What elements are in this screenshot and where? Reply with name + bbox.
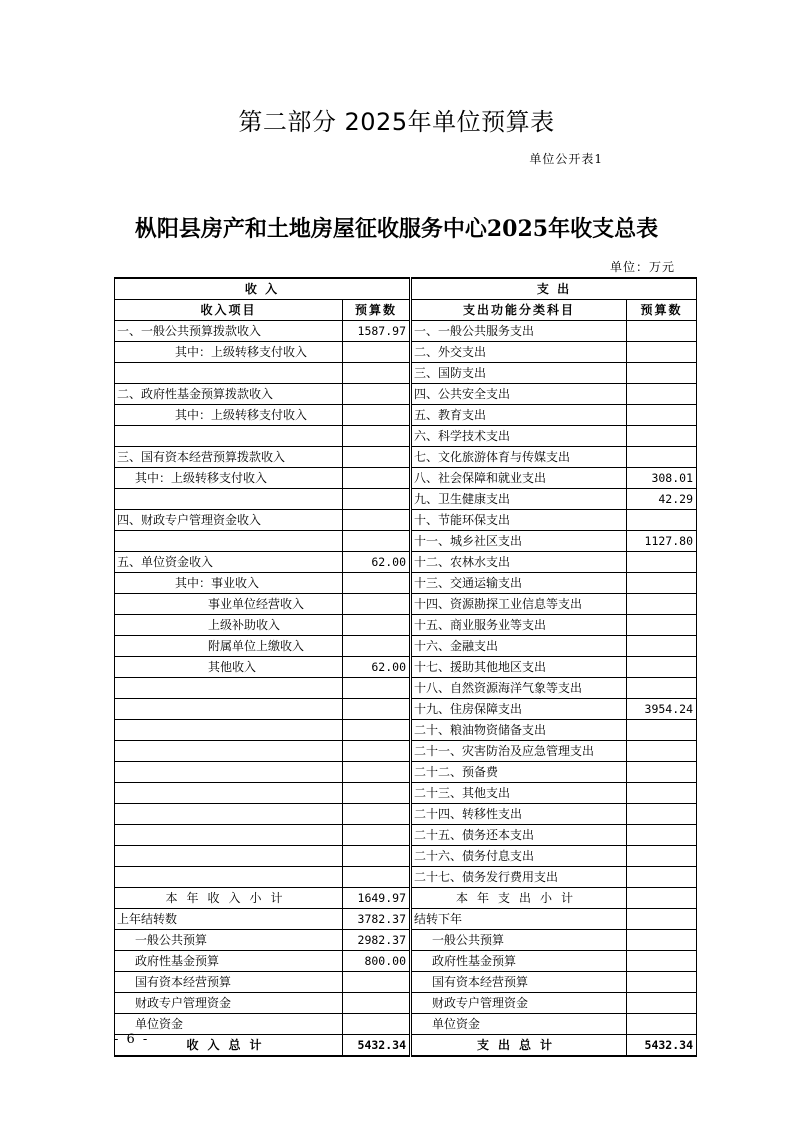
expense-item-cell: 十、节能环保支出 bbox=[411, 510, 627, 531]
expense-amount-cell: 3954.24 bbox=[627, 699, 697, 720]
expense-item-cell: 单位资金 bbox=[411, 1014, 627, 1035]
income-amount-cell bbox=[343, 363, 411, 384]
income-amount-cell bbox=[343, 720, 411, 741]
expense-amount-cell bbox=[627, 321, 697, 342]
income-item-cell bbox=[115, 783, 343, 804]
income-amount-cell bbox=[343, 678, 411, 699]
income-amount-cell: 800.00 bbox=[343, 951, 411, 972]
expense-item-cell: 一、一般公共服务支出 bbox=[411, 321, 627, 342]
income-amount-cell bbox=[343, 384, 411, 405]
table-row bbox=[115, 825, 697, 846]
income-amount-cell: 1649.97 bbox=[343, 888, 411, 909]
expense-item-cell: 七、文化旅游体育与传媒支出 bbox=[411, 447, 627, 468]
total-row bbox=[115, 1035, 697, 1057]
income-item-cell: 一、一般公共预算拨款收入 bbox=[115, 321, 343, 342]
income-amount-cell bbox=[343, 594, 411, 615]
expense-item-header: 支出功能分类科目 bbox=[411, 300, 627, 321]
expense-item-cell: 一般公共预算 bbox=[411, 930, 627, 951]
income-item-cell: 二、政府性基金预算拨款收入 bbox=[115, 384, 343, 405]
expense-group-header: 支 出 bbox=[411, 278, 697, 300]
expense-item-cell: 二十七、债务发行费用支出 bbox=[411, 867, 627, 888]
table-row bbox=[115, 594, 697, 615]
income-item-cell: 其他收入 bbox=[115, 657, 343, 678]
expense-amount-cell bbox=[627, 657, 697, 678]
expense-item-cell: 十九、住房保障支出 bbox=[411, 699, 627, 720]
expense-item-cell: 二十二、预备费 bbox=[411, 762, 627, 783]
income-item-cell: 一般公共预算 bbox=[115, 930, 343, 951]
expense-total-amount: 5432.34 bbox=[627, 1035, 697, 1057]
income-item-cell: 本年收入小计 bbox=[115, 888, 343, 909]
expense-amount-cell bbox=[627, 447, 697, 468]
table-row bbox=[115, 1014, 697, 1035]
expense-item-cell: 二十六、债务付息支出 bbox=[411, 846, 627, 867]
income-amount-cell bbox=[343, 405, 411, 426]
table-row bbox=[115, 846, 697, 867]
table-row bbox=[115, 741, 697, 762]
expense-item-cell: 八、社会保障和就业支出 bbox=[411, 468, 627, 489]
income-amount-cell: 3782.37 bbox=[343, 909, 411, 930]
part-title: 第二部分 2025年单位预算表 bbox=[238, 108, 555, 136]
page-number: - 6 - bbox=[114, 1032, 150, 1047]
expense-item-cell: 十二、农林水支出 bbox=[411, 552, 627, 573]
table-row bbox=[115, 699, 697, 720]
expense-item-cell: 二十五、债务还本支出 bbox=[411, 825, 627, 846]
income-amount-cell bbox=[343, 741, 411, 762]
expense-amount-cell bbox=[627, 783, 697, 804]
expense-item-cell: 十四、资源勘探工业信息等支出 bbox=[411, 594, 627, 615]
table-row bbox=[115, 762, 697, 783]
unit-label: 单位：万元 bbox=[609, 260, 675, 274]
income-item-cell: 四、财政专户管理资金收入 bbox=[115, 510, 343, 531]
main-title: 枞阳县房产和土地房屋征收服务中心2025年收支总表 bbox=[134, 216, 659, 242]
expense-amount-cell bbox=[627, 846, 697, 867]
income-amount-cell bbox=[343, 1014, 411, 1035]
expense-amount-cell bbox=[627, 384, 697, 405]
income-amount-cell bbox=[343, 426, 411, 447]
expense-amount-cell bbox=[627, 510, 697, 531]
table-row bbox=[115, 909, 697, 930]
income-item-cell: 上级补助收入 bbox=[115, 615, 343, 636]
group-header-row bbox=[115, 278, 697, 300]
income-item-cell bbox=[115, 867, 343, 888]
expense-item-cell: 十六、金融支出 bbox=[411, 636, 627, 657]
table-row bbox=[115, 783, 697, 804]
income-amount-cell bbox=[343, 447, 411, 468]
expense-total-label: 支出总计 bbox=[411, 1035, 627, 1057]
table-row bbox=[115, 321, 697, 342]
income-item-cell bbox=[115, 825, 343, 846]
income-amount-cell bbox=[343, 699, 411, 720]
expense-amount-header: 预算数 bbox=[627, 300, 697, 321]
income-item-cell: 政府性基金预算 bbox=[115, 951, 343, 972]
table-row bbox=[115, 468, 697, 489]
expense-item-cell: 国有资本经营预算 bbox=[411, 972, 627, 993]
expense-amount-cell bbox=[627, 993, 697, 1014]
table-row bbox=[115, 678, 697, 699]
income-amount-cell bbox=[343, 489, 411, 510]
income-item-cell bbox=[115, 804, 343, 825]
table-row bbox=[115, 384, 697, 405]
income-amount-cell bbox=[343, 972, 411, 993]
income-amount-header: 预算数 bbox=[343, 300, 411, 321]
income-total-amount: 5432.34 bbox=[343, 1035, 411, 1057]
expense-item-cell: 十八、自然资源海洋气象等支出 bbox=[411, 678, 627, 699]
table-row bbox=[115, 951, 697, 972]
table-row bbox=[115, 363, 697, 384]
expense-item-cell: 结转下年 bbox=[411, 909, 627, 930]
table-row bbox=[115, 720, 697, 741]
income-total-label: 收入总计 bbox=[115, 1035, 343, 1057]
income-amount-cell bbox=[343, 510, 411, 531]
expense-amount-cell bbox=[627, 363, 697, 384]
income-amount-cell bbox=[343, 804, 411, 825]
expense-amount-cell bbox=[627, 1014, 697, 1035]
table-row bbox=[115, 342, 697, 363]
expense-amount-cell bbox=[627, 972, 697, 993]
expense-item-cell: 十七、援助其他地区支出 bbox=[411, 657, 627, 678]
table-row bbox=[115, 636, 697, 657]
income-item-cell: 事业单位经营收入 bbox=[115, 594, 343, 615]
income-amount-cell bbox=[343, 846, 411, 867]
table-row bbox=[115, 804, 697, 825]
expense-item-cell: 本年支出小计 bbox=[411, 888, 627, 909]
income-amount-cell bbox=[343, 468, 411, 489]
budget-summary-table bbox=[114, 277, 697, 1057]
expense-amount-cell bbox=[627, 741, 697, 762]
expense-amount-cell bbox=[627, 405, 697, 426]
expense-amount-cell bbox=[627, 762, 697, 783]
income-item-cell: 五、单位资金收入 bbox=[115, 552, 343, 573]
table-row bbox=[115, 510, 697, 531]
expense-item-cell: 二十、粮油物资储备支出 bbox=[411, 720, 627, 741]
income-item-cell: 上年结转数 bbox=[115, 909, 343, 930]
income-item-cell bbox=[115, 489, 343, 510]
income-item-cell bbox=[115, 846, 343, 867]
income-group-header: 收 入 bbox=[115, 278, 411, 300]
income-item-cell bbox=[115, 426, 343, 447]
expense-amount-cell bbox=[627, 867, 697, 888]
income-amount-cell bbox=[343, 531, 411, 552]
income-amount-cell bbox=[343, 867, 411, 888]
table-row bbox=[115, 447, 697, 468]
expense-item-cell: 十一、城乡社区支出 bbox=[411, 531, 627, 552]
income-amount-cell bbox=[343, 342, 411, 363]
income-amount-cell: 62.00 bbox=[343, 552, 411, 573]
expense-amount-cell: 42.29 bbox=[627, 489, 697, 510]
income-item-cell: 三、国有资本经营预算拨款收入 bbox=[115, 447, 343, 468]
expense-item-cell: 二十四、转移性支出 bbox=[411, 804, 627, 825]
income-item-header: 收入项目 bbox=[115, 300, 343, 321]
income-item-cell: 其中：上级转移支付收入 bbox=[115, 342, 343, 363]
expense-item-cell: 二十三、其他支出 bbox=[411, 783, 627, 804]
expense-amount-cell bbox=[627, 909, 697, 930]
expense-amount-cell bbox=[627, 342, 697, 363]
expense-item-cell: 十三、交通运输支出 bbox=[411, 573, 627, 594]
income-amount-cell bbox=[343, 993, 411, 1014]
table-row bbox=[115, 426, 697, 447]
income-amount-cell bbox=[343, 636, 411, 657]
table-row bbox=[115, 615, 697, 636]
table-number: 单位公开表1 bbox=[529, 152, 603, 166]
income-item-cell: 附属单位上缴收入 bbox=[115, 636, 343, 657]
income-amount-cell: 2982.37 bbox=[343, 930, 411, 951]
income-item-cell: 财政专户管理资金 bbox=[115, 993, 343, 1014]
expense-item-cell: 财政专户管理资金 bbox=[411, 993, 627, 1014]
income-item-cell: 其中：事业收入 bbox=[115, 573, 343, 594]
expense-item-cell: 六、科学技术支出 bbox=[411, 426, 627, 447]
income-amount-cell bbox=[343, 573, 411, 594]
income-amount-cell: 1587.97 bbox=[343, 321, 411, 342]
expense-amount-cell bbox=[627, 930, 697, 951]
expense-item-cell: 二、外交支出 bbox=[411, 342, 627, 363]
expense-item-cell: 三、国防支出 bbox=[411, 363, 627, 384]
expense-amount-cell bbox=[627, 594, 697, 615]
expense-item-cell: 九、卫生健康支出 bbox=[411, 489, 627, 510]
table-row bbox=[115, 972, 697, 993]
income-amount-cell: 62.00 bbox=[343, 657, 411, 678]
expense-amount-cell: 308.01 bbox=[627, 468, 697, 489]
income-item-cell bbox=[115, 741, 343, 762]
table-row bbox=[115, 657, 697, 678]
expense-amount-cell bbox=[627, 951, 697, 972]
income-item-cell: 国有资本经营预算 bbox=[115, 972, 343, 993]
income-item-cell: 其中：上级转移支付收入 bbox=[115, 405, 343, 426]
table-row bbox=[115, 531, 697, 552]
expense-amount-cell bbox=[627, 615, 697, 636]
income-item-cell bbox=[115, 531, 343, 552]
income-item-cell bbox=[115, 363, 343, 384]
expense-amount-cell bbox=[627, 573, 697, 594]
income-amount-cell bbox=[343, 615, 411, 636]
table-row bbox=[115, 405, 697, 426]
table-row bbox=[115, 552, 697, 573]
expense-amount-cell bbox=[627, 636, 697, 657]
table-row bbox=[115, 489, 697, 510]
income-item-cell bbox=[115, 720, 343, 741]
income-amount-cell bbox=[343, 762, 411, 783]
income-amount-cell bbox=[343, 783, 411, 804]
expense-amount-cell bbox=[627, 825, 697, 846]
expense-item-cell: 政府性基金预算 bbox=[411, 951, 627, 972]
column-header-row bbox=[115, 300, 697, 321]
income-item-cell bbox=[115, 678, 343, 699]
expense-item-cell: 二十一、灾害防治及应急管理支出 bbox=[411, 741, 627, 762]
expense-amount-cell bbox=[627, 888, 697, 909]
expense-amount-cell bbox=[627, 804, 697, 825]
expense-amount-cell bbox=[627, 552, 697, 573]
income-amount-cell bbox=[343, 825, 411, 846]
expense-item-cell: 四、公共安全支出 bbox=[411, 384, 627, 405]
expense-item-cell: 五、教育支出 bbox=[411, 405, 627, 426]
income-item-cell bbox=[115, 762, 343, 783]
income-item-cell: 单位资金 bbox=[115, 1014, 343, 1035]
table-row bbox=[115, 993, 697, 1014]
table-row bbox=[115, 930, 697, 951]
expense-amount-cell bbox=[627, 720, 697, 741]
expense-amount-cell: 1127.80 bbox=[627, 531, 697, 552]
income-item-cell bbox=[115, 699, 343, 720]
income-item-cell: 其中：上级转移支付收入 bbox=[115, 468, 343, 489]
expense-amount-cell bbox=[627, 426, 697, 447]
expense-amount-cell bbox=[627, 678, 697, 699]
table-row bbox=[115, 867, 697, 888]
table-row bbox=[115, 888, 697, 909]
expense-item-cell: 十五、商业服务业等支出 bbox=[411, 615, 627, 636]
table-row bbox=[115, 573, 697, 594]
